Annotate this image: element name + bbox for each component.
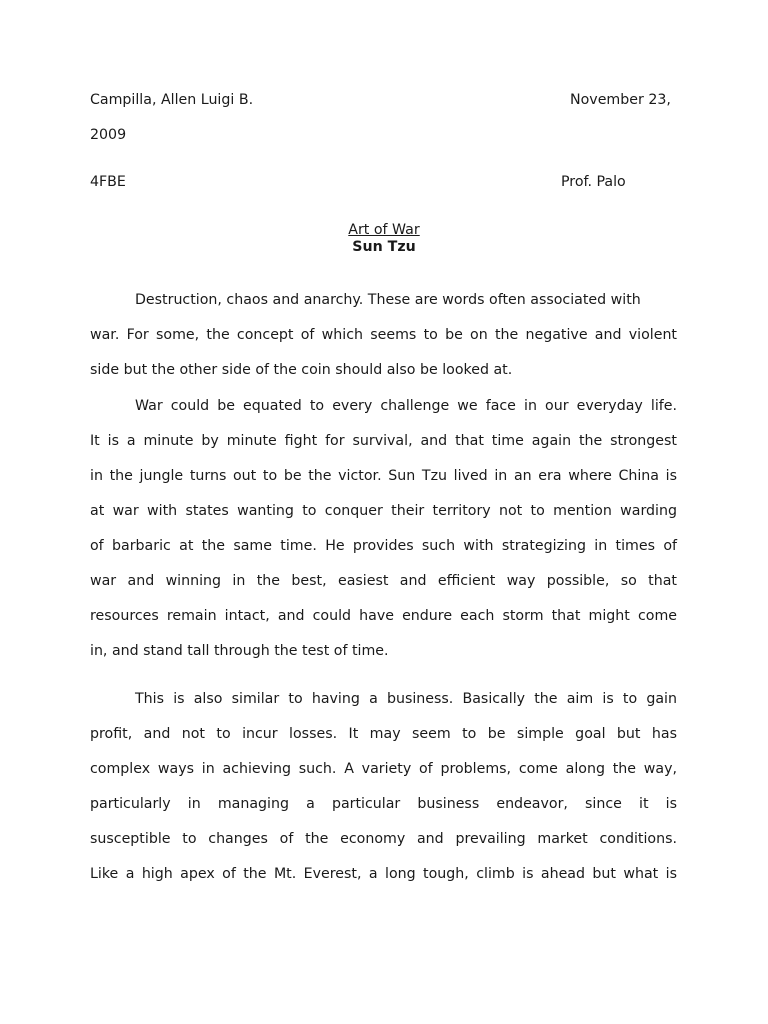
paragraph-2-line-3: in the jungle turns out to be the victor. Sun Tzu lived in an era where China is: [90, 468, 677, 484]
paragraph-2-line-1: War could be equated to every challenge we face in our everyday life.: [135, 398, 677, 414]
paragraph-2-line-6: war and winning in the best, easiest and efficient way possible, so that: [90, 573, 677, 589]
author-name: Campilla, Allen Luigi B.: [90, 92, 254, 108]
paragraph-2-line-7: resources remain intact, and could have endure each storm that might come: [90, 608, 677, 624]
paragraph-1-line-3: side but the other side of the coin should also be looked at.: [90, 362, 513, 378]
professor-name: Prof. Palo: [561, 174, 626, 190]
paragraph-3-line-2: profit, and not to incur losses. It may seem to be simple goal but has: [90, 726, 677, 742]
document-title-wrap: [0, 221, 768, 239]
paragraph-3-line-6: Like a high apex of the Mt. Everest, a long tough, climb is ahead but what is: [90, 866, 677, 882]
section-code: 4FBE: [90, 174, 126, 190]
paragraph-2-line-2: It is a minute by minute fight for survival, and that time again the strongest: [90, 433, 677, 449]
document-subtitle: Sun Tzu: [352, 239, 416, 255]
document-title: Art of War: [348, 222, 420, 238]
paragraph-3-line-4: particularly in managing a particular business endeavor, since it is: [90, 796, 677, 812]
date-line-1: November 23,: [570, 92, 671, 108]
paragraph-2-line-4: at war with states wanting to conquer their territory not to mention warding: [90, 503, 677, 519]
paragraph-3-line-1: This is also similar to having a business. Basically the aim is to gain: [135, 691, 677, 707]
paragraph-3-line-5: susceptible to changes of the economy and prevailing market conditions.: [90, 831, 677, 847]
date-line-2: 2009: [90, 127, 127, 143]
paragraph-1-line-2: war. For some, the concept of which seems to be on the negative and violent: [90, 327, 677, 343]
paragraph-2-line-8: in, and stand tall through the test of time.: [90, 643, 389, 659]
paragraph-1-line-1: Destruction, chaos and anarchy. These are words often associated with: [135, 292, 641, 308]
paragraph-3-line-3: complex ways in achieving such. A variety of problems, come along the way,: [90, 761, 677, 777]
paragraph-2-line-5: of barbaric at the same time. He provides such with strategizing in times of: [90, 538, 677, 554]
